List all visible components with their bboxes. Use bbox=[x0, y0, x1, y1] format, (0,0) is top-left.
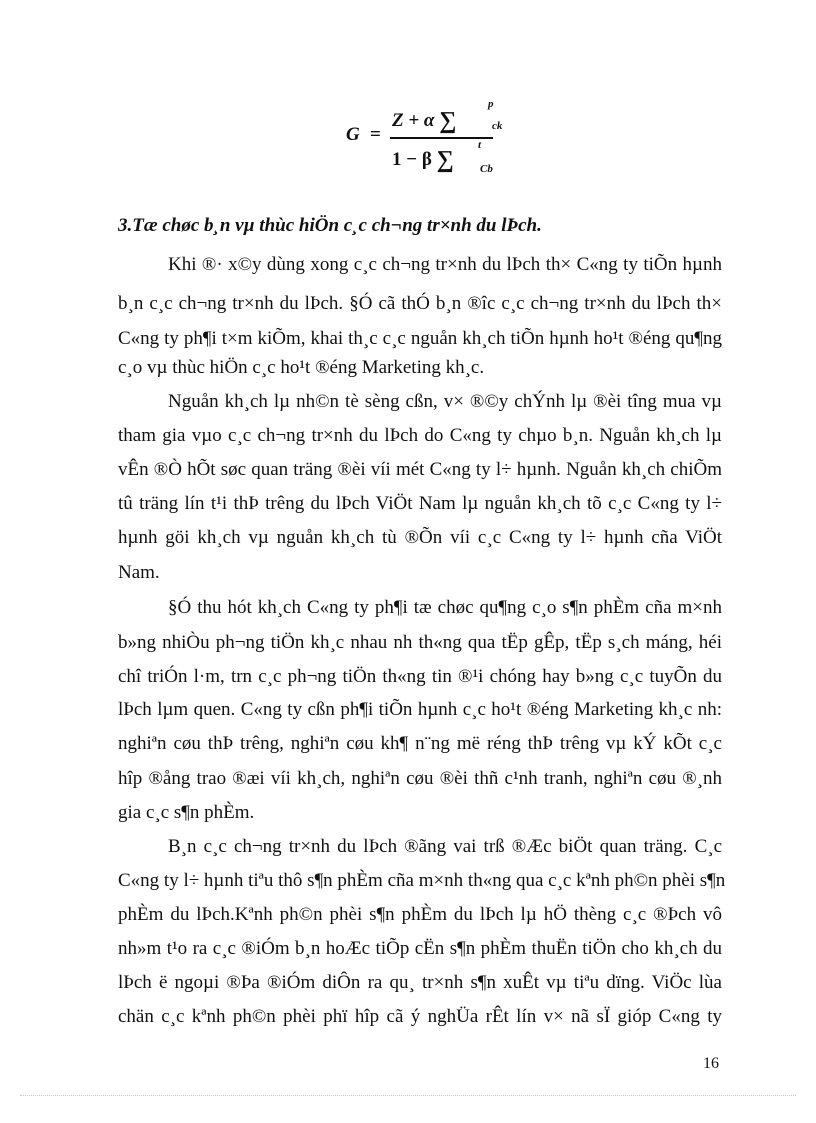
paragraph-line: tû träng lín t¹i thÞ trêng du lÞch ViÖt Nam lµ nguån kh¸ch tõ c¸c C«ng ty l÷ bbox=[118, 493, 722, 514]
paragraph-line: gia c¸c s¶n phÈm. bbox=[118, 802, 255, 823]
paragraph-line: §Ó thu hót kh¸ch C«ng ty ph¶i tæ chøc qu¶ng c¸o s¶n phÈm cña m×nh bbox=[168, 597, 722, 618]
formula-numerator-sub: ck bbox=[492, 120, 503, 132]
formula bbox=[340, 100, 510, 180]
paragraph-line: nghiªn cøu thÞ trêng, nghiªn cøu kh¶ n¨ng më réng thÞ trêng vµ kÝ kÕt c¸c bbox=[118, 733, 722, 754]
paragraph-line: chî triÓn l·m, trn c¸c ph¬ng tiÖn th«ng tin ®¹i chóng hay b»ng c¸c tuyÕn du bbox=[118, 666, 722, 687]
footer-divider bbox=[20, 1095, 796, 1096]
paragraph-line: phÈm du lÞch.Kªnh ph©n phèi s¶n phÈm du lÞch lµ hÖ thèng c¸c ®Þch vô bbox=[118, 904, 722, 925]
page-number: 16 bbox=[703, 1055, 719, 1072]
paragraph-line: Khi ®· x©y dùng xong c¸c ch¬ng tr×nh du lÞch th× C«ng ty tiÕn hµnh bbox=[168, 254, 722, 275]
paragraph-line: b¸n c¸c ch¬ng tr×nh du lÞch. §Ó cã thÓ b¸n ®îc c¸c ch¬ng tr×nh du lÞch th× bbox=[118, 293, 722, 314]
formula-lhs: G bbox=[346, 124, 360, 145]
formula-numerator-sup: p bbox=[488, 98, 494, 110]
paragraph-line: lÞch ë ngoµi ®Þa ®iÓm diÔn ra qu¸ tr×nh s¶n xuÊt vµ tiªu dïng. ViÖc lùa bbox=[118, 972, 722, 993]
paragraph-line: C«ng ty l÷ hµnh tiªu thô s¶n phÈm cña m×nh th«ng qua c¸c kªnh ph©n phèi s¶n bbox=[118, 870, 726, 891]
paragraph-line: b»ng nhiÒu ph¬ng tiÖn kh¸c nhau nh th«ng qua tËp gÊp, tËp s¸ch máng, héi bbox=[118, 632, 722, 653]
formula-denominator-sub: Cb bbox=[480, 163, 493, 175]
paragraph-line: B¸n c¸c ch¬ng tr×nh du lÞch ®ãng vai trß ®Æc biÖt quan träng. C¸c bbox=[168, 836, 722, 857]
sigma-icon: ∑ bbox=[436, 147, 454, 173]
paragraph-line: hµnh göi kh¸ch vµ nguån kh¸ch tù ®Õn víi c¸c C«ng ty l÷ hµnh cña ViÖt bbox=[118, 527, 722, 548]
paragraph-line: hîp ®ång trao ®æi víi kh¸ch, nghiªn cøu ®èi thñ c¹nh tranh, nghiªn cøu ®¸nh bbox=[118, 768, 722, 789]
paragraph-line: Nguån kh¸ch lµ nh©n tè sèng cßn, v× ®©y chÝnh lµ ®èi tîng mua vµ bbox=[168, 391, 722, 412]
paragraph-line: lÞch lµm quen. C«ng ty cßn ph¶i tiÕn hµnh c¸c ho¹t ®éng Marketing kh¸c nh: bbox=[118, 699, 722, 720]
section-heading: 3.Tæ chøc b¸n vµ thùc hiÖn c¸c ch¬ng tr×nh du lÞch. bbox=[118, 215, 542, 236]
paragraph-line: vÊn ®Ò hÕt søc quan träng ®èi víi mét C«ng ty l÷ hµnh. Nguån kh¸ch chiÕm bbox=[118, 459, 722, 480]
sigma-icon: ∑ bbox=[439, 108, 457, 134]
formula-denominator-sup: t bbox=[478, 139, 482, 151]
paragraph-line: Nam. bbox=[118, 562, 160, 583]
paragraph-line: tham gia vµo c¸c ch¬ng tr×nh du lÞch do C«ng ty chµo b¸n. Nguån kh¸ch lµ bbox=[118, 425, 722, 446]
formula-numerator bbox=[392, 98, 503, 134]
formula-denominator-term: 1 − β bbox=[392, 149, 432, 170]
paragraph-line: c¸o vµ thùc hiÖn c¸c ho¹t ®éng Marketing kh¸c. bbox=[118, 357, 485, 378]
formula-denominator bbox=[392, 139, 493, 175]
paragraph-line: nh»m t¹o ra c¸c ®iÓm b¸n hoÆc tiÕp cËn s¶n phÈm thuËn tiÖn cho kh¸ch du bbox=[118, 938, 722, 959]
paragraph-line: C«ng ty ph¶i t×m kiÕm, khai th¸c c¸c nguån kh¸ch tiÕn hµnh ho¹t ®éng qu¶ng bbox=[118, 328, 722, 349]
formula-numerator-term: Z + α bbox=[392, 110, 435, 131]
paragraph-line: chän c¸c kªnh ph©n phèi phï hîp cã ý nghÜa rÊt lín v× nã sÏ gióp C«ng ty bbox=[118, 1006, 722, 1027]
formula-equals: = bbox=[370, 124, 381, 145]
